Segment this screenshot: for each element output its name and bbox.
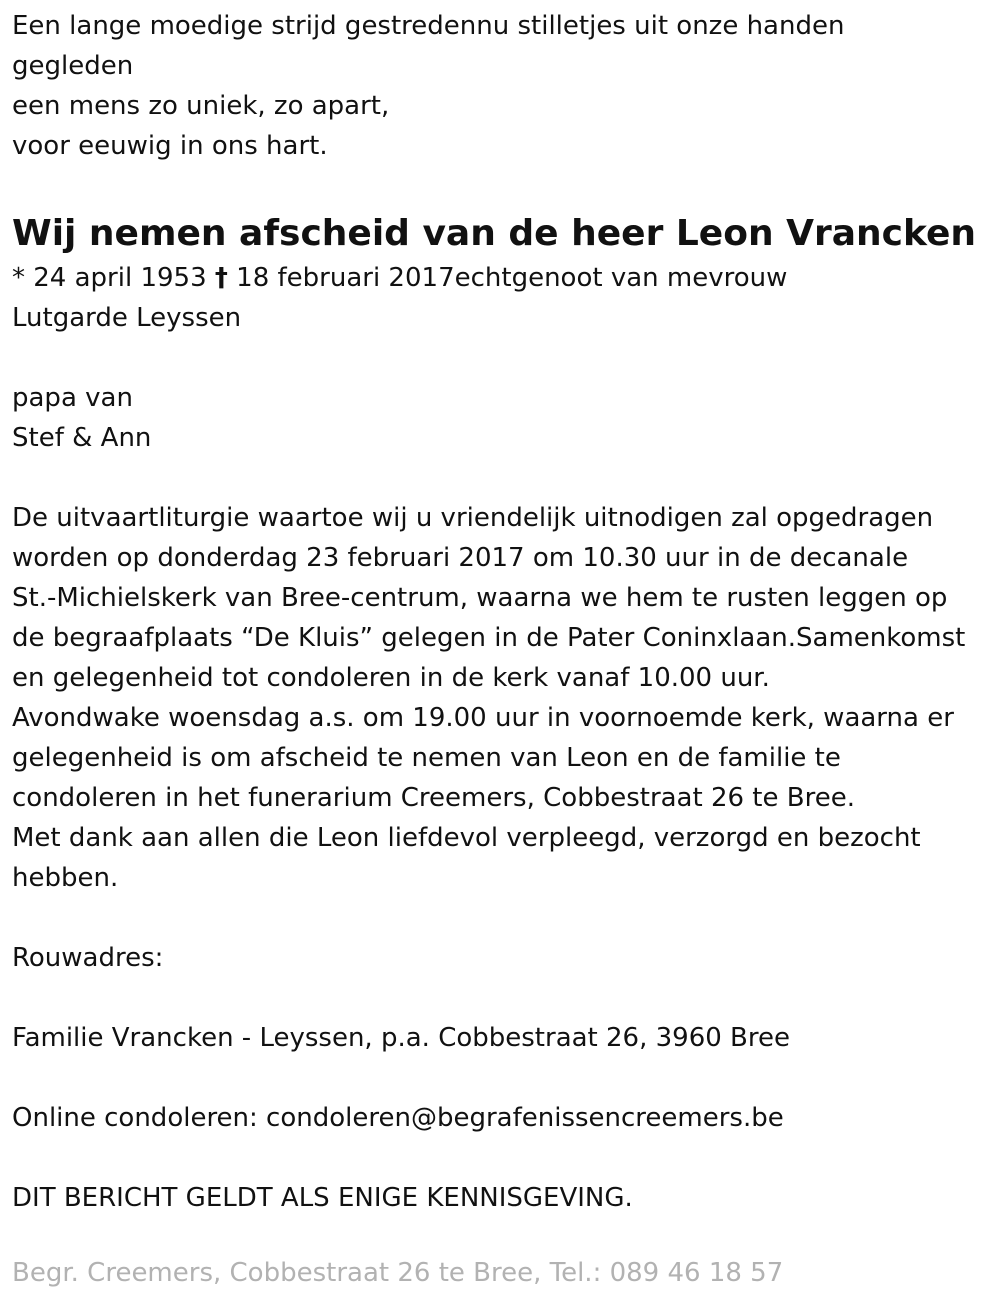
dates-and-family [12,258,988,498]
spacer [12,1138,988,1178]
obituary-heading: Wij nemen afscheid van de heer Leon Vrancken [12,213,977,254]
children-names: Stef & Ann [12,423,152,453]
funeral-details [12,498,988,938]
poem-line: Een lange moedige strijd gestredennu stilletjes uit onze handen [12,11,845,41]
funeral-line: hebben. [12,863,119,893]
poem-line: een mens zo uniek, zo apart, [12,91,390,121]
contact-info [12,938,988,1218]
poem-line: gegleden [12,51,134,81]
funeral-home-footer: Begr. Creemers, Cobbestraat 26 te Bree, Tel.: 089 46 18 57 [12,1258,784,1288]
spacer [12,978,988,1018]
spacer [12,898,988,938]
address-label: Rouwadres: [12,943,164,973]
spacer [12,1058,988,1098]
funeral-line: condoleren in het funerarium Creemers, Cobbestraat 26 te Bree. [12,783,855,813]
funeral-line: en gelegenheid tot condoleren in de kerk vanaf 10.00 uur. [12,663,770,693]
spacer [12,338,988,378]
spouse-name: Lutgarde Leyssen [12,303,242,333]
death-date-spouse: 18 februari 2017echtgenoot van mevrouw [236,263,788,293]
address: Familie Vrancken - Leyssen, p.a. Cobbestraat 26, 3960 Bree [12,1023,791,1053]
funeral-line: St.-Michielskerk van Bree-centrum, waarna we hem te rusten leggen op [12,583,948,613]
children-label: papa van [12,383,133,413]
funeral-line: de begraafplaats “De Kluis” gelegen in de Pater Coninxlaan.Samenkomst [12,623,966,653]
funeral-line: Avondwake woensdag a.s. om 19.00 uur in voornoemde kerk, waarna er [12,703,954,733]
funeral-line: worden op donderdag 23 februari 2017 om 10.30 uur in de decanale [12,543,909,573]
poem [12,0,988,166]
online-condolence: Online condoleren: condoleren@begrafenissencreemers.be [12,1103,784,1133]
notice-statement: DIT BERICHT GELDT ALS ENIGE KENNISGEVING. [12,1183,633,1213]
funeral-line: Met dank aan allen die Leon liefdevol verpleegd, verzorgd en bezocht [12,823,921,853]
funeral-line: De uitvaartliturgie waartoe wij u vriendelijk uitnodigen zal opgedragen [12,503,934,533]
dates-line [12,258,988,298]
cross-icon: † [214,263,228,293]
birth-date: * 24 april 1953 [12,263,207,293]
poem-line: voor eeuwig in ons hart. [12,131,328,161]
funeral-line: gelegenheid is om afscheid te nemen van Leon en de familie te [12,743,841,773]
spacer [12,458,988,498]
